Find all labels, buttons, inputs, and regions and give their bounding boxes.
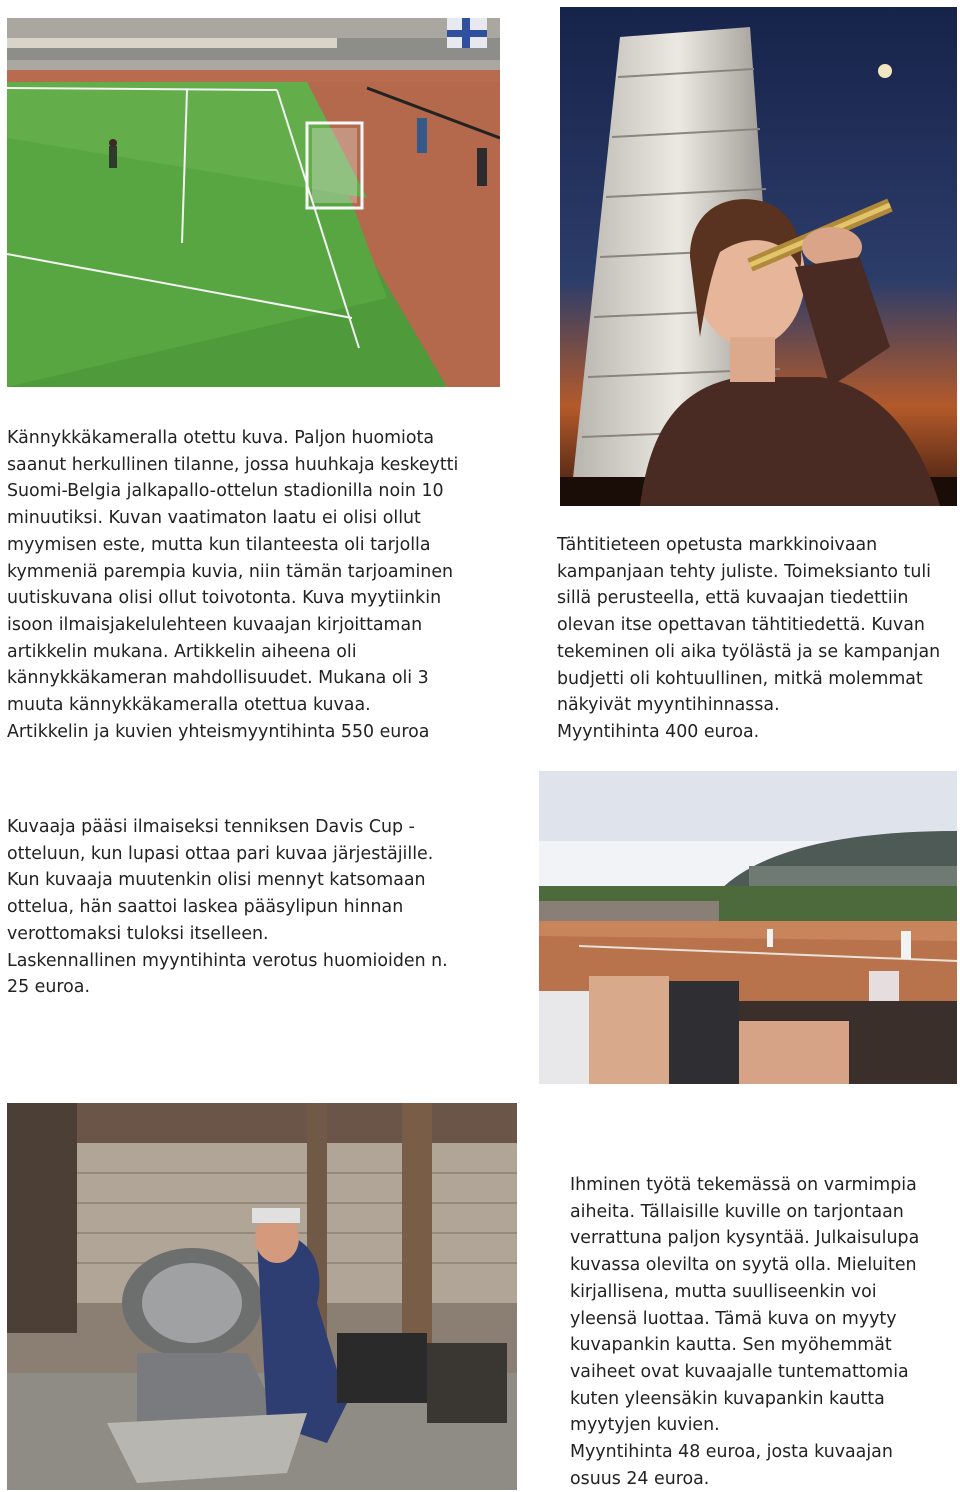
caption-line: vaiheet ovat kuvaajalle tuntemattomia — [570, 1361, 909, 1382]
caption-line: Kun kuvaaja muutenkin olisi mennyt katsomaan — [7, 870, 426, 891]
worker-caption — [570, 1172, 960, 1492]
caption-line: kuvassa olevilta on syytä olla. Mieluiten — [570, 1255, 917, 1276]
caption-line: artikkelin mukana. Artikkelin aiheena oli — [7, 641, 357, 662]
caption-line: myymisen este, mutta kun tilanteesta oli tarjolla — [7, 534, 431, 555]
caption-line: Artikkelin ja kuvien yhteismyyntihinta 550 euroa — [7, 721, 430, 742]
caption-line: Suomi-Belgia jalkapallo-ottelun stadionilla noin 10 — [7, 481, 444, 502]
pisa-telescope-photo — [560, 7, 957, 506]
caption-line: kirjallisena, mutta suulliseenkin voi — [570, 1281, 877, 1302]
caption-line: Myyntihinta 48 euroa, josta kuvaajan — [570, 1442, 893, 1463]
caption-line: myytyjen kuvien. — [570, 1415, 720, 1436]
caption-line: Tähtitieteen opetusta markkinoivaan — [557, 535, 878, 555]
caption-line: Ihminen työtä tekemässä on varmimpia — [570, 1175, 917, 1195]
caption-line: osuus 24 euroa. — [570, 1468, 710, 1489]
worker-photo — [7, 1103, 517, 1490]
caption-line: näkyivät myyntihinnassa. — [557, 695, 780, 716]
caption-line: uutiskuvana olisi ollut toivotonta. Kuva myytiinkin — [7, 588, 442, 609]
caption-line: Kännykkäkameralla otettu kuva. Paljon huomiota — [7, 428, 434, 448]
caption-line: aiheita. Tällaisille kuville on tarjontaan — [570, 1201, 904, 1222]
caption-line: minuutiksi. Kuvan vaatimaton laatu ei olisi ollut — [7, 508, 421, 529]
tennis-caption — [7, 814, 527, 1001]
caption-line: kuten yleensäkin kuvapankin kautta — [570, 1388, 885, 1409]
caption-line: olevan itse opettavan tähtitiedettä. Kuvan — [557, 615, 925, 636]
caption-line: kampanjaan tehty juliste. Toimeksianto tuli — [557, 561, 932, 582]
caption-line: tekeminen oli aika työlästä ja se kampanjan — [557, 641, 941, 662]
caption-line: Laskennallinen myyntihinta verotus huomioiden n. — [7, 950, 448, 971]
pisa-caption — [557, 532, 957, 746]
caption-line: verottomaksi tuloksi itselleen. — [7, 923, 269, 944]
caption-line: verrattuna paljon kysyntää. Julkaisulupa — [570, 1228, 920, 1249]
caption-line: otteluun, kun lupasi ottaa pari kuvaa järjestäjille. — [7, 843, 434, 864]
caption-line: Myyntihinta 400 euroa. — [557, 721, 760, 742]
caption-line: kännykkäkameran mahdollisuudet. Mukana oli 3 — [7, 668, 429, 689]
caption-line: Kuvaaja pääsi ilmaiseksi tenniksen Davis Cup - — [7, 817, 415, 837]
caption-line: ottelua, hän saattoi laskea pääsylipun hinnan — [7, 897, 404, 918]
caption-line: kuvapankin kautta. Sen myöhemmät — [570, 1335, 892, 1356]
tennis-photo — [539, 771, 957, 1084]
caption-line: isoon ilmaisjakelulehteen kuvaajan kirjoittaman — [7, 614, 423, 635]
caption-line: kymmeniä parempia kuvia, niin tämän tarjoaminen — [7, 561, 454, 582]
stadium-photo — [7, 18, 500, 387]
caption-line: saanut herkullinen tilanne, jossa huuhkaja keskeytti — [7, 454, 459, 475]
caption-line: 25 euroa. — [7, 977, 90, 998]
caption-line: budjetti oli kohtuullinen, mitkä molemmat — [557, 668, 923, 689]
caption-line: sillä perusteella, että kuvaajan tiedettiin — [557, 588, 909, 609]
caption-line: yleensä luottaa. Tämä kuva on myyty — [570, 1308, 897, 1329]
caption-line: muuta kännykkäkameralla otettua kuvaa. — [7, 695, 371, 716]
stadium-caption — [7, 425, 507, 745]
